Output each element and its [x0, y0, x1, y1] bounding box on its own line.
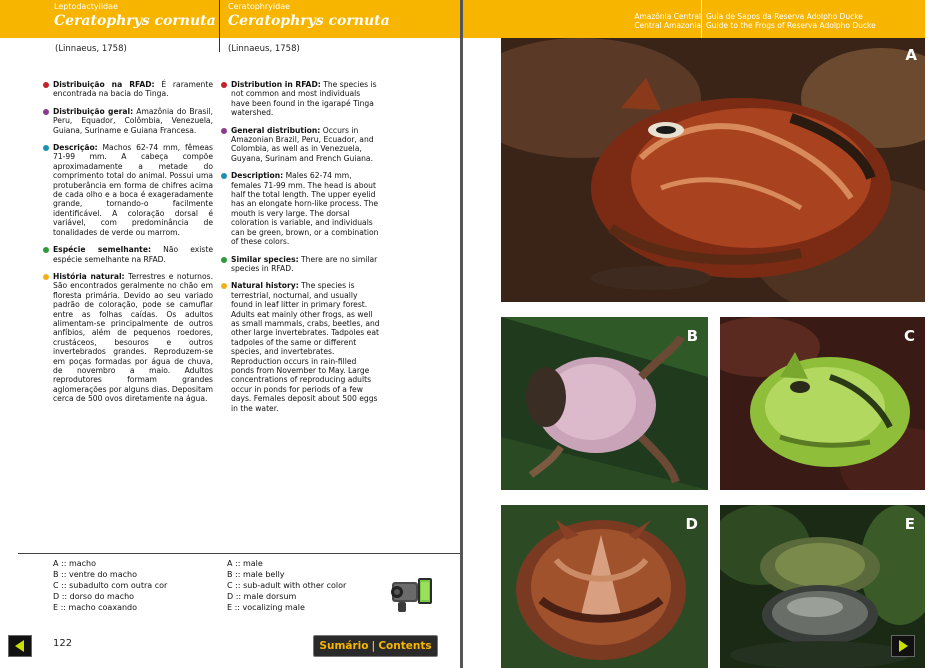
- guide-title: Guia de Sapos da Reserva Adolpho Ducke Guide to the Frogs of Reserva Adolpho Ducke: [706, 12, 876, 30]
- legend-item: B :: male belly: [227, 570, 285, 579]
- legend-item: D :: male dorsum: [227, 592, 297, 601]
- photo-c-letter: C: [903, 327, 915, 345]
- region-label: Amazônia Central Central Amazonia: [634, 12, 701, 30]
- species-name-en: Ceratophrys cornuta: [228, 13, 390, 29]
- photo-b-male-belly[interactable]: [501, 317, 708, 490]
- photo-a-letter: A: [905, 46, 917, 64]
- bullet-blue-dot-icon: [221, 173, 227, 179]
- legend-item: C :: subadulto com outra cor: [53, 581, 168, 590]
- previous-page-button[interactable]: [8, 635, 32, 657]
- nav-separator: |: [371, 640, 376, 652]
- photo-e-letter: E: [904, 515, 915, 533]
- next-page-button[interactable]: [891, 635, 915, 657]
- photo-legend-en: [227, 558, 346, 613]
- guide-header-bar: [463, 0, 925, 38]
- paragraph-description-en: Description: Males 62-74 mm, females 71-99 mm. The head is about half the total length. The upper eyelid has an elongate horn-like process. The mouth is very large. The dorsal coloration is variable, and individuals can be green, brown, or a combination of these colors.: [221, 171, 381, 246]
- paragraph-similar-species-en: Similar species: There are no similar species in RFAD.: [221, 255, 381, 274]
- legend-item: E :: vocalizing male: [227, 603, 305, 612]
- legend-item: E :: macho coaxando: [53, 603, 138, 612]
- contents-button[interactable]: [313, 635, 438, 657]
- header-divider: [701, 0, 702, 38]
- page-number: 122: [53, 638, 73, 649]
- photo-d-letter: D: [685, 515, 698, 533]
- right-arrow-icon: [899, 640, 908, 652]
- header-english: [228, 2, 390, 30]
- header-portuguese: [54, 2, 216, 30]
- legend-item: A :: male: [227, 559, 263, 568]
- video-camera-icon[interactable]: [388, 570, 436, 614]
- paragraph-similar-species: Espécie semelhante: Não existe espécie semelhante na RFAD.: [43, 245, 213, 264]
- bullet-purple-dot-icon: [221, 128, 227, 134]
- paragraph-distribution-rfad: Distribuição na RFAD: É raramente encontrada na bacia do Tinga.: [43, 80, 213, 99]
- paragraph-general-distribution-en: General distribution: Occurs in Amazonian Brazil, Peru, Ecuador, and Colombia, as well as in Venezuela, Guyana, Surinam and French Guiana.: [221, 126, 381, 164]
- bullet-purple-dot-icon: [43, 109, 49, 115]
- contents-label: Contents: [378, 640, 432, 652]
- paragraph-natural-history-en: Natural history: The species is terrestrial, nocturnal, and usually found in leaf litter in primary forest. Adults eat mainly other frogs, as well as small mammals, crabs, beetles, and other large invertebrates. Tadpoles eat tadpoles of the same or different species, and invertebrates. Reproduction occurs in rain-filled ponds from November to May. Large concentrations of reproducing adults occur in ponds for periods of a few days. Females deposit about 500 eggs in the water.: [221, 281, 381, 413]
- legend-divider: [18, 553, 460, 554]
- bullet-blue-dot-icon: [43, 145, 49, 151]
- bullet-green-dot-icon: [221, 257, 227, 263]
- authority-en: (Linnaeus, 1758): [228, 44, 300, 54]
- legend-item: D :: dorso do macho: [53, 592, 135, 601]
- page-edge: [925, 0, 932, 668]
- species-name-pt: Ceratophrys cornuta: [54, 13, 216, 29]
- column-divider: [219, 0, 220, 52]
- paragraph-general-distribution: Distribuição geral: Amazônia do Brasil, Peru, Equador, Colômbia, Venezuela, Guiana, Suriname e Guiana Francesa.: [43, 107, 213, 135]
- species-header-bar: [0, 0, 461, 38]
- legend-item: C :: sub-adult with other color: [227, 581, 347, 590]
- family-name-pt: Leptodactylidae: [54, 2, 118, 11]
- legend-item: A :: macho: [53, 559, 97, 568]
- photo-d-male-dorsum[interactable]: [501, 505, 708, 668]
- paragraph-description: Descrição: Machos 62-74 mm, fêmeas 71-99 mm. A cabeça compõe aproximadamente a metade do comprimento total do animal. Possui uma protuberância em forma de chifres acima de cada olho e a boca é exageradamente grande, tornando-o facilmente identificável. A coloração dorsal é variável, com predominância de tonalidades de verde ou marrom.: [43, 143, 213, 237]
- sumario-label: Sumário: [319, 640, 369, 652]
- photo-c-subadult[interactable]: [720, 317, 925, 490]
- bullet-yellow-dot-icon: [221, 283, 227, 289]
- bullet-red-dot-icon: [221, 82, 227, 88]
- legend-item: B :: ventre do macho: [53, 570, 137, 579]
- bullet-green-dot-icon: [43, 247, 49, 253]
- bullet-yellow-dot-icon: [43, 274, 49, 280]
- photo-a-male[interactable]: [501, 38, 925, 302]
- bullet-red-dot-icon: [43, 82, 49, 88]
- text-column-english: [221, 80, 381, 421]
- family-name-en: Ceratophryidae: [228, 2, 291, 11]
- photo-b-letter: B: [686, 327, 698, 345]
- paragraph-distribution-rfad-en: Distribution in RFAD: The species is not common and most individuals have been found in the igarapé Tinga watershed.: [221, 80, 381, 118]
- photo-legend-pt: [53, 558, 167, 613]
- left-arrow-icon: [15, 640, 24, 652]
- paragraph-natural-history: História natural: Terrestres e noturnos. São encontrados geralmente no chão em floresta primária. Devido ao seu variado padrão de coloração, pode se camuflar entre as folhas caídas. Os adultos alimentam-se principalmente de outros anfíbios, além de pequenos roedores, crustáceos, besouros e outros invertebrados grandes. Reproduzem-se em poças formadas por água de chuva, de novembro a maio. Adultos reprodutores formam grandes aglomerações por alguns dias. Depositam cerca de 500 ovos diretamente na água.: [43, 272, 213, 404]
- left-page: [0, 0, 461, 668]
- authority-pt: (Linnaeus, 1758): [55, 44, 127, 54]
- right-page: [463, 0, 932, 668]
- text-column-portuguese: [43, 80, 213, 412]
